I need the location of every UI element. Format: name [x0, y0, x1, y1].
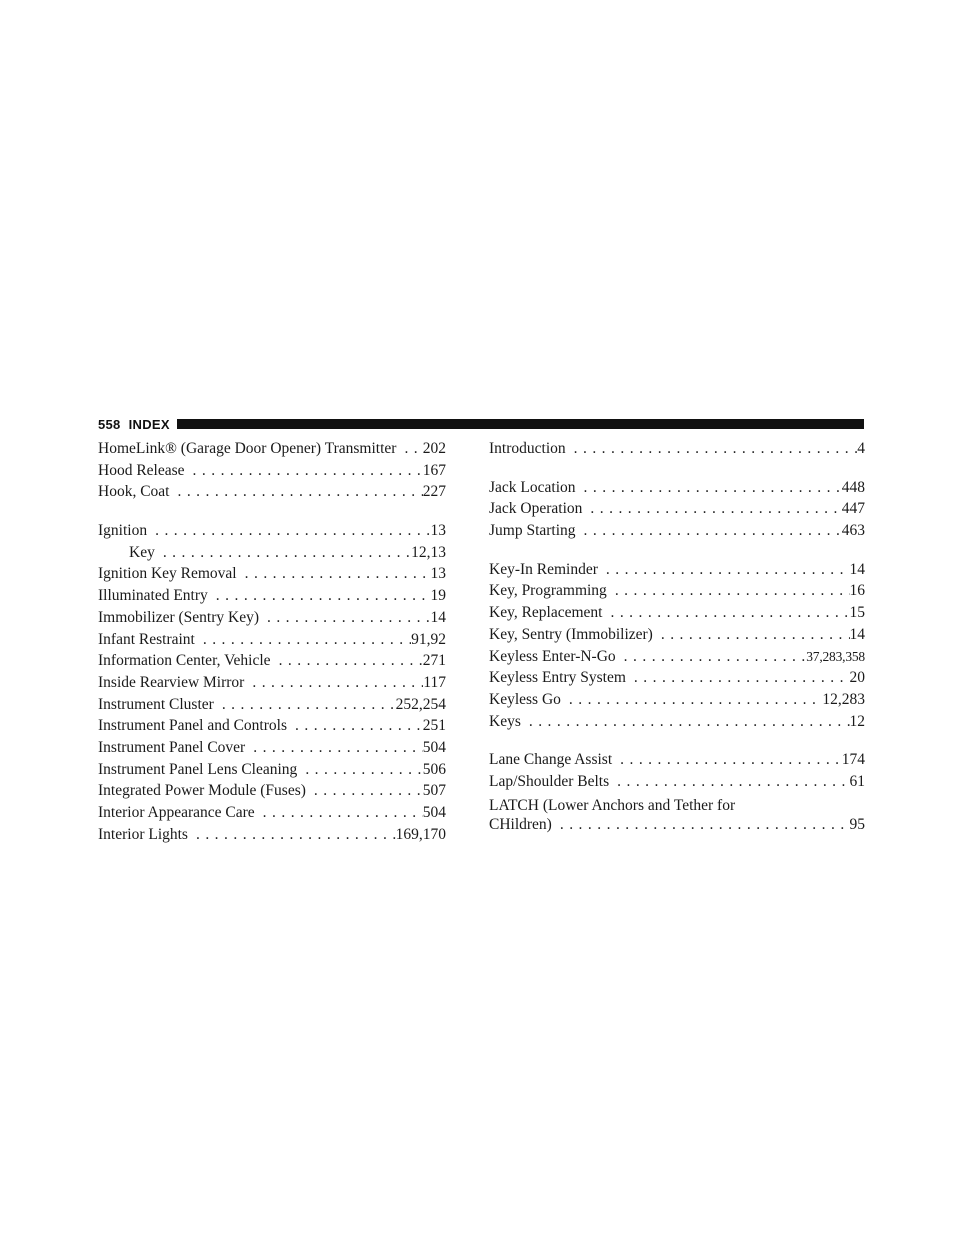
- index-entry: Integrated Power Module (Fuses) . . . 507: [98, 782, 446, 804]
- leader-dots: [576, 522, 842, 540]
- index-entry: Instrument Panel Cover . . . 504: [98, 739, 446, 761]
- index-entry: Immobilizer (Sentry Key) . . . 14: [98, 609, 446, 631]
- index-entry: CHildren) . . . 95: [489, 816, 865, 838]
- index-entry: Information Center, Vehicle . . . 271: [98, 652, 446, 674]
- index-entry: Keyless Enter-N-Go . . . 37,283,358: [489, 648, 865, 670]
- leader-dots: [255, 804, 423, 822]
- index-subentry: Key . . . 12,13: [98, 544, 446, 566]
- leader-dots: [155, 544, 411, 562]
- index-entry: Key, Sentry (Immobilizer) . . . 14: [489, 626, 865, 648]
- leader-dots: [214, 696, 396, 714]
- index-entry-line1: LATCH (Lower Anchors and Tether for: [489, 796, 736, 814]
- leader-dots: [598, 561, 850, 579]
- group-gap: [489, 734, 865, 751]
- group-gap: [489, 462, 865, 479]
- leader-dots: [626, 669, 850, 687]
- index-entry: Jack Location . . . 448: [489, 479, 865, 501]
- index-entry: Interior Appearance Care . . . 504: [98, 804, 446, 826]
- leader-dots: [521, 713, 850, 731]
- leader-dots: [245, 739, 423, 757]
- leader-dots: [169, 483, 422, 501]
- index-entry: Key, Programming . . . 16: [489, 582, 865, 604]
- leader-dots: [566, 440, 858, 458]
- index-entry: Jack Operation . . . 447: [489, 500, 865, 522]
- leader-dots: [561, 691, 822, 709]
- leader-dots: [271, 652, 423, 670]
- index-entry: Key-In Reminder . . . 14: [489, 561, 865, 583]
- leader-dots: [552, 816, 850, 834]
- leader-dots: [306, 782, 423, 800]
- leader-dots: [396, 440, 422, 458]
- index-entry: Lane Change Assist . . . 174: [489, 751, 865, 773]
- index-column-right: [489, 440, 865, 838]
- leader-dots: [609, 773, 849, 791]
- leader-dots: [576, 479, 842, 497]
- leader-dots: [188, 826, 396, 844]
- index-entry: Lap/Shoulder Belts . . . 61: [489, 773, 865, 795]
- leader-dots: [582, 500, 841, 518]
- leader-dots: [297, 761, 422, 779]
- index-entry: Introduction . . . 4: [489, 440, 865, 462]
- leader-dots: [602, 604, 849, 622]
- index-entry: Jump Starting . . . 463: [489, 522, 865, 544]
- leader-dots: [259, 609, 431, 627]
- leader-dots: [612, 751, 842, 769]
- index-entry: Infant Restraint . . . 91,92: [98, 631, 446, 653]
- page-number: 558: [98, 416, 121, 432]
- leader-dots: [185, 462, 423, 480]
- section-title: INDEX: [128, 416, 170, 432]
- index-entry: Inside Rearview Mirror . . . 117: [98, 674, 446, 696]
- page-header: [98, 416, 864, 432]
- index-entry: Ignition Key Removal . . . 13: [98, 565, 446, 587]
- index-entry: Hood Release . . . 167: [98, 462, 446, 484]
- leader-dots: [244, 674, 423, 692]
- group-gap: [489, 544, 865, 561]
- index-entry: Ignition . . . 13: [98, 522, 446, 544]
- leader-dots: [208, 587, 431, 605]
- leader-dots: [195, 631, 411, 649]
- group-gap: [98, 505, 446, 522]
- leader-dots: [616, 648, 807, 666]
- index-column-left: [98, 440, 446, 847]
- index-entry: Instrument Panel and Controls . . . 251: [98, 717, 446, 739]
- leader-dots: [607, 582, 850, 600]
- index-entry: HomeLink® (Garage Door Opener) Transmitter . . . 202: [98, 440, 446, 462]
- leader-dots: [287, 717, 423, 735]
- index-entry: Hook, Coat . . . 227: [98, 483, 446, 505]
- header-rule: [177, 419, 864, 429]
- index-entry: Keys . . . 12: [489, 713, 865, 735]
- index-entry: Keyless Go . . . 12,283: [489, 691, 865, 713]
- index-entry: Instrument Panel Lens Cleaning . . . 506: [98, 761, 446, 783]
- index-entry: Instrument Cluster . . . 252,254: [98, 696, 446, 718]
- leader-dots: [147, 522, 430, 540]
- index-entry: Illuminated Entry . . . 19: [98, 587, 446, 609]
- index-entry: Interior Lights . . . 169,170: [98, 826, 446, 848]
- index-entry: Key, Replacement . . . 15: [489, 604, 865, 626]
- leader-dots: [237, 565, 431, 583]
- leader-dots: [653, 626, 850, 644]
- index-entry: Keyless Entry System . . . 20: [489, 669, 865, 691]
